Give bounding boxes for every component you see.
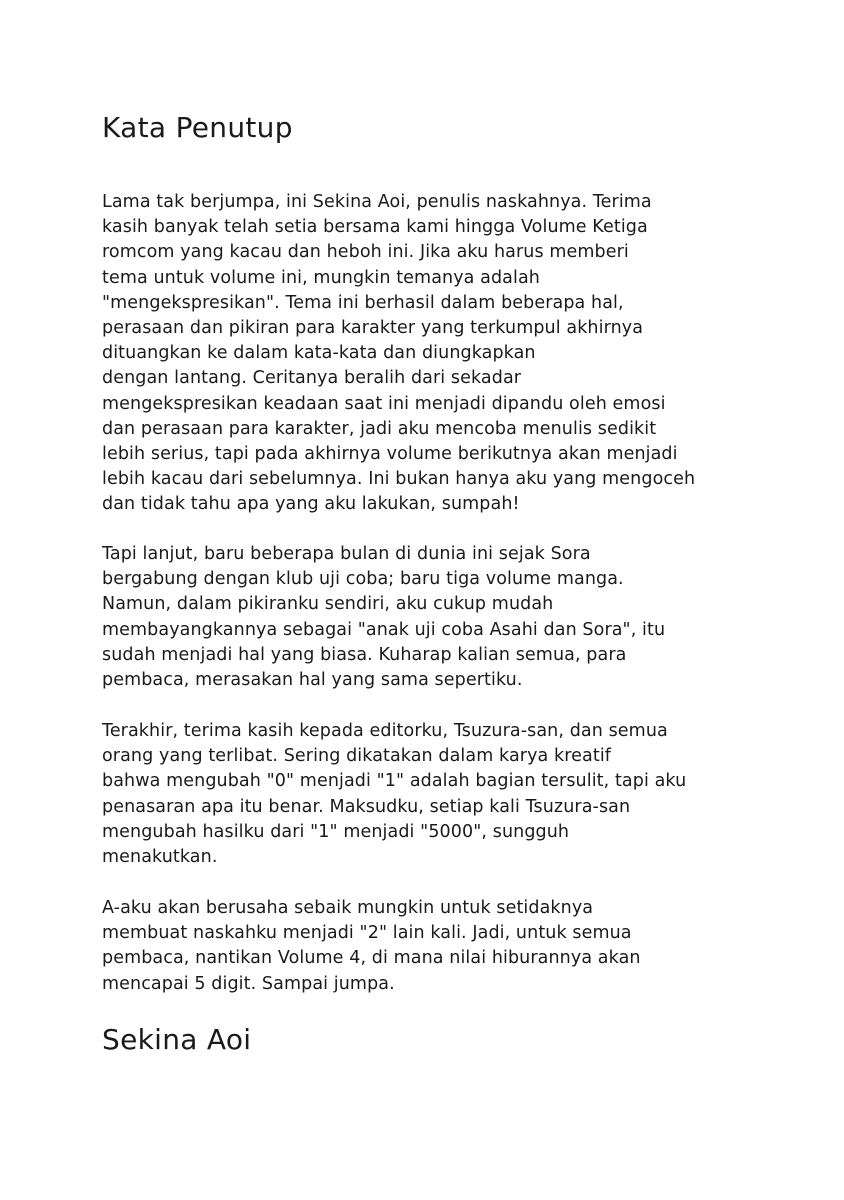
text-line: lebih kacau dari sebelumnya. Ini bukan hanya aku yang mengoceh [102,469,696,490]
text-line: mengubah hasilku dari "1" menjadi "5000", sungguh [102,821,570,842]
text-line: A-aku akan berusaha sebaik mungkin untuk setidaknya [102,898,594,918]
page-title: Kata Penutup [102,111,293,144]
paragraph-4 [102,896,762,997]
text-line: Namun, dalam pikiranku sendiri, aku cukup mudah [102,594,554,615]
author-signature: Sekina Aoi [102,1023,252,1056]
text-line: dan perasaan para karakter, jadi aku mencoba menulis sedikit [102,418,657,439]
paragraph-2 [102,542,762,693]
text-line: membuat naskahku menjadi "2" lain kali. Jadi, untuk semua [102,923,632,944]
text-line: pembaca, nantikan Volume 4, di mana nilai hiburannya akan [102,948,641,969]
text-line: penasaran apa itu benar. Maksudku, setiap kali Tsuzura-san [102,796,631,817]
text-line: Lama tak berjumpa, ini Sekina Aoi, penulis naskahnya. Terima [102,192,652,212]
text-line: romcom yang kacau dan heboh ini. Jika aku harus memberi [102,242,629,263]
text-line: bahwa mengubah "0" menjadi "1" adalah bagian tersulit, tapi aku [102,771,687,792]
text-line: bergabung dengan klub uji coba; baru tiga volume manga. [102,569,624,590]
paragraph-1 [102,190,762,518]
text-line: pembaca, merasakan hal yang sama sepertiku. [102,670,523,691]
text-line: dituangkan ke dalam kata-kata dan diungkapkan [102,343,536,364]
text-line: "mengekspresikan". Tema ini berhasil dalam beberapa hal, [102,292,624,313]
text-line: kasih banyak telah setia bersama kami hingga Volume Ketiga [102,217,648,238]
text-line: Terakhir, terima kasih kepada editorku, Tsuzura-san, dan semua [102,721,668,741]
paragraph-3 [102,719,762,870]
text-line: mencapai 5 digit. Sampai jumpa. [102,973,395,994]
text-line: orang yang terlibat. Sering dikatakan dalam karya kreatif [102,746,612,767]
text-line: mengekspresikan keadaan saat ini menjadi dipandu oleh emosi [102,393,666,414]
text-line: perasaan dan pikiran para karakter yang terkumpul akhirnya [102,318,644,339]
text-line: menakutkan. [102,847,218,868]
text-line: Tapi lanjut, baru beberapa bulan di dunia ini sejak Sora [102,544,591,564]
text-line: membayangkannya sebagai "anak uji coba Asahi dan Sora", itu [102,619,666,640]
text-line: dan tidak tahu apa yang aku lakukan, sumpah! [102,494,520,515]
text-line: dengan lantang. Ceritanya beralih dari sekadar [102,368,522,389]
text-line: tema untuk volume ini, mungkin temanya adalah [102,267,540,288]
text-line: lebih serius, tapi pada akhirnya volume berikutnya akan menjadi [102,444,678,465]
text-line: sudah menjadi hal yang biasa. Kuharap kalian semua, para [102,644,627,665]
